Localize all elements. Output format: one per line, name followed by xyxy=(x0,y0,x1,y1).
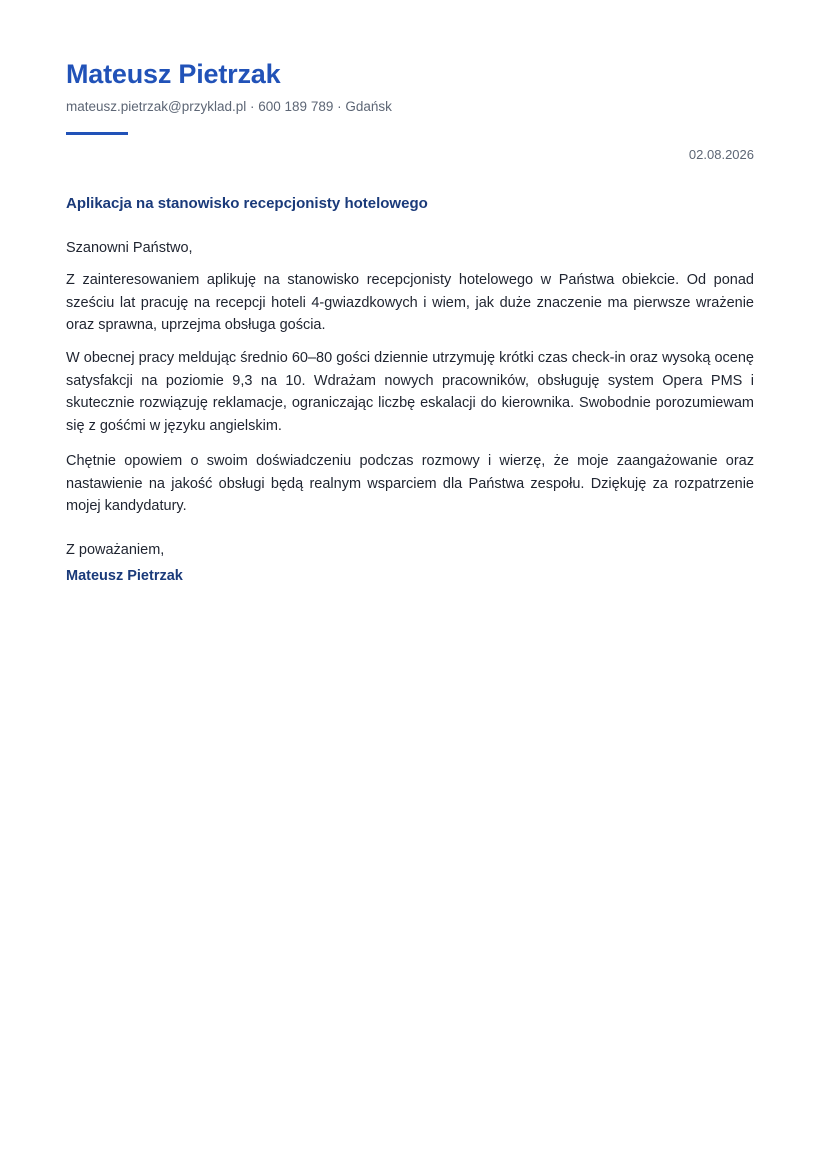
body-paragraph: Z zainteresowaniem aplikuję na stanowisko recepcjonisty hotelowego w Państwa obiekcie. Od ponad sześciu lat pracuję na recepcji hoteli 4-gwiazdkowych i wiem, jak duże znaczenie ma pierwsze wrażenie oraz sprawna, uprzejma obsługa gościa. xyxy=(66,272,754,333)
applicant-name: Mateusz Pietrzak xyxy=(66,59,281,89)
contact-info: mateusz.pietrzak@przyklad.pl · 600 189 789 · Gdańsk xyxy=(66,99,392,114)
salutation: Szanowni Państwo, xyxy=(66,240,193,256)
closing: Z poważaniem, xyxy=(66,542,165,558)
letter-date: 02.08.2026 xyxy=(688,147,754,162)
accent-divider xyxy=(66,132,128,135)
body-paragraph: W obecnej pracy meldując średnio 60–80 gości dziennie utrzymuję krótki czas check-in oraz wysoką ocenę satysfakcji na poziomie 9,3 na 10. Wdrażam nowych pracowników, obsługuję system Opera PMS i skutecznie rozwiązuję reklamacje, ograniczając liczbę eskalacji do kierownika. Swobodnie porozumiewam się z gośćmi w języku angielskim. xyxy=(66,350,754,434)
signature: Mateusz Pietrzak xyxy=(66,568,183,584)
letter-subject: Aplikacja na stanowisko recepcjonisty hotelowego xyxy=(66,195,428,212)
body-paragraph: Chętnie opowiem o swoim doświadczeniu podczas rozmowy i wierzę, że moje zaangażowanie oraz nastawienie na jakość obsługi będą realnym wsparciem dla Państwa zespołu. Dziękuję za rozpatrzenie mojej kandydatury. xyxy=(66,453,754,514)
